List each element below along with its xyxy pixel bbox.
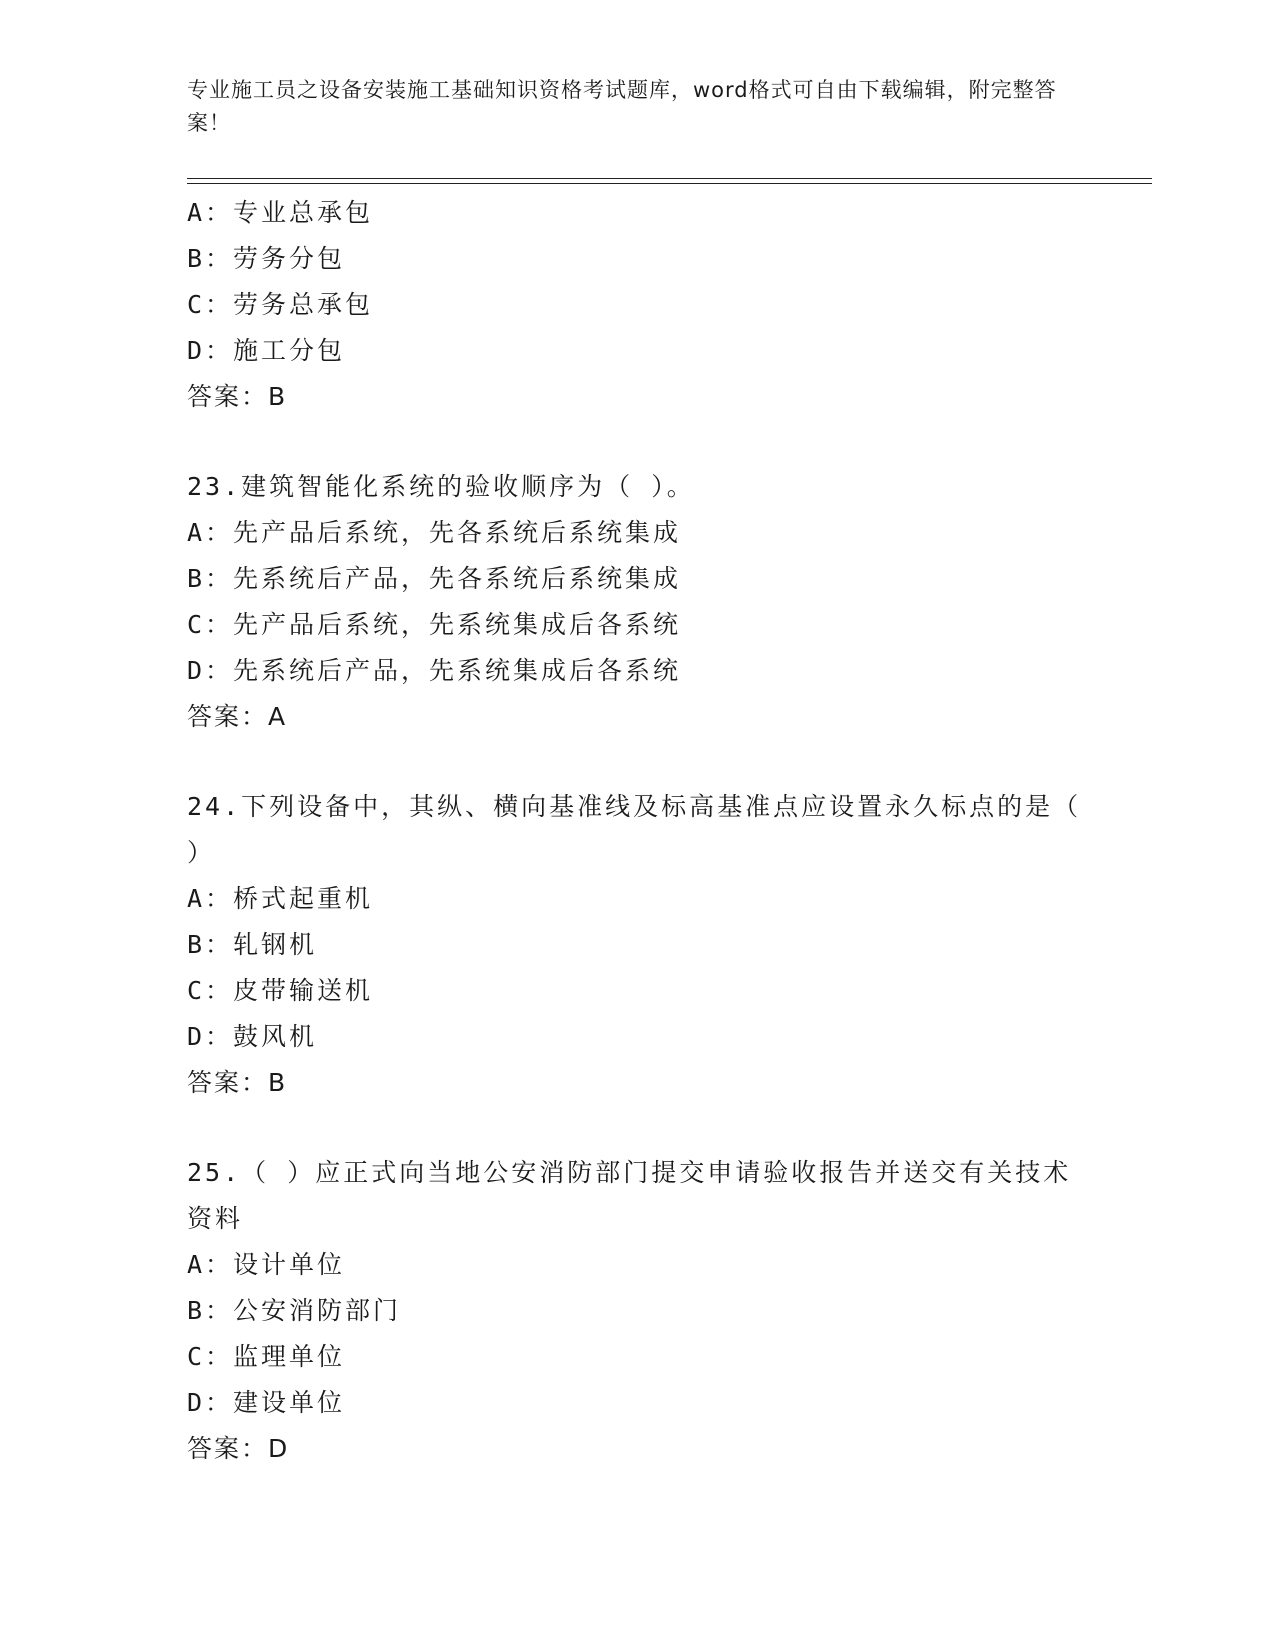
option-b: B：先系统后产品，先各系统后系统集成 bbox=[187, 564, 682, 593]
question-block-22 bbox=[187, 190, 1152, 420]
question-block-25 bbox=[187, 1150, 1152, 1472]
answer: 答案：D bbox=[187, 1434, 290, 1463]
answer: 答案：A bbox=[187, 702, 288, 731]
option-b: B：轧钢机 bbox=[187, 930, 318, 959]
option-b: B：劳务分包 bbox=[187, 244, 346, 273]
option-a: A：桥式起重机 bbox=[187, 884, 374, 913]
option-a: A：设计单位 bbox=[187, 1250, 346, 1279]
option-c: C：劳务总承包 bbox=[187, 290, 374, 319]
option-c: C：先产品后系统，先系统集成后各系统 bbox=[187, 610, 682, 639]
question-text: 24.下列设备中，其纵、横向基准线及标高基准点应设置永久标点的是（ ） bbox=[187, 792, 1082, 867]
question-list bbox=[187, 190, 1152, 1472]
header-rule-top bbox=[187, 178, 1152, 179]
option-a: A：专业总承包 bbox=[187, 198, 374, 227]
option-d: D：鼓风机 bbox=[187, 1022, 318, 1051]
question-block-24 bbox=[187, 784, 1152, 1106]
option-c: C：监理单位 bbox=[187, 1342, 346, 1371]
header-rule-bottom bbox=[187, 183, 1152, 184]
option-d: D：施工分包 bbox=[187, 336, 346, 365]
option-d: D：建设单位 bbox=[187, 1388, 346, 1417]
option-b: B：公安消防部门 bbox=[187, 1296, 402, 1325]
question-text: 23.建筑智能化系统的验收顺序为（ ）。 bbox=[187, 472, 695, 501]
option-d: D：先系统后产品，先系统集成后各系统 bbox=[187, 656, 682, 685]
option-c: C：皮带输送机 bbox=[187, 976, 374, 1005]
option-a: A：先产品后系统，先各系统后系统集成 bbox=[187, 518, 682, 547]
question-text: 25.（ ）应正式向当地公安消防部门提交申请验收报告并送交有关技术资料 bbox=[187, 1158, 1072, 1233]
answer: 答案：B bbox=[187, 382, 288, 411]
question-block-23 bbox=[187, 464, 1152, 740]
document-header: 专业施工员之设备安装施工基础知识资格考试题库，word格式可自由下载编辑，附完整答案！ bbox=[187, 78, 1057, 135]
answer: 答案：B bbox=[187, 1068, 288, 1097]
